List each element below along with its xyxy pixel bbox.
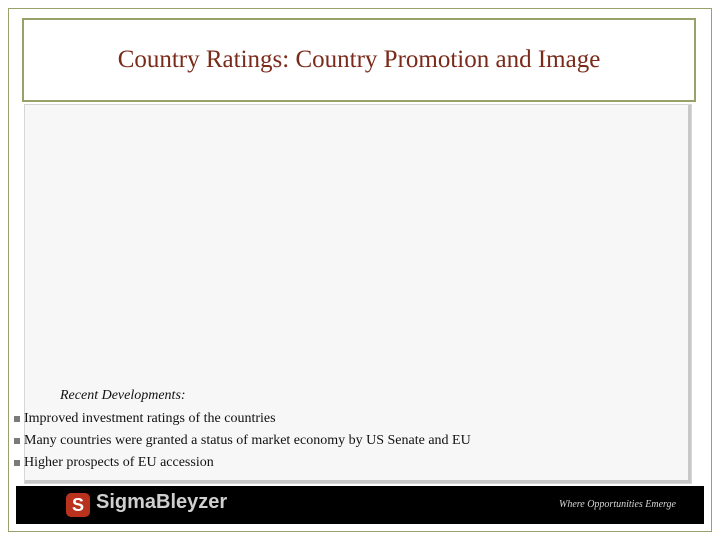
- bullet-item: [10, 433, 670, 449]
- square-bullet-icon: [14, 438, 20, 444]
- notes-section: [10, 388, 670, 477]
- bullet-text: Many countries were granted a status of market economy by US Senate and EU: [24, 433, 471, 448]
- footer-bar: [16, 486, 704, 524]
- slide-title: Country Ratings: Country Promotion and Image: [117, 46, 601, 73]
- bullet-text: Higher prospects of EU accession: [24, 455, 214, 470]
- logo-mark: S: [71, 495, 84, 515]
- bullet-text: Improved investment ratings of the countries: [24, 411, 276, 426]
- square-bullet-icon: [14, 460, 20, 466]
- bullet-item: [10, 411, 670, 427]
- tagline: Where Opportunities Emerge: [558, 499, 676, 510]
- sigmableyzer-logo-icon: [66, 493, 90, 517]
- logo-text: SigmaBleyzer: [96, 491, 228, 513]
- notes-heading: Recent Developments:: [60, 388, 186, 403]
- bullet-item: [10, 455, 670, 471]
- square-bullet-icon: [14, 416, 20, 422]
- title-area: [22, 18, 696, 102]
